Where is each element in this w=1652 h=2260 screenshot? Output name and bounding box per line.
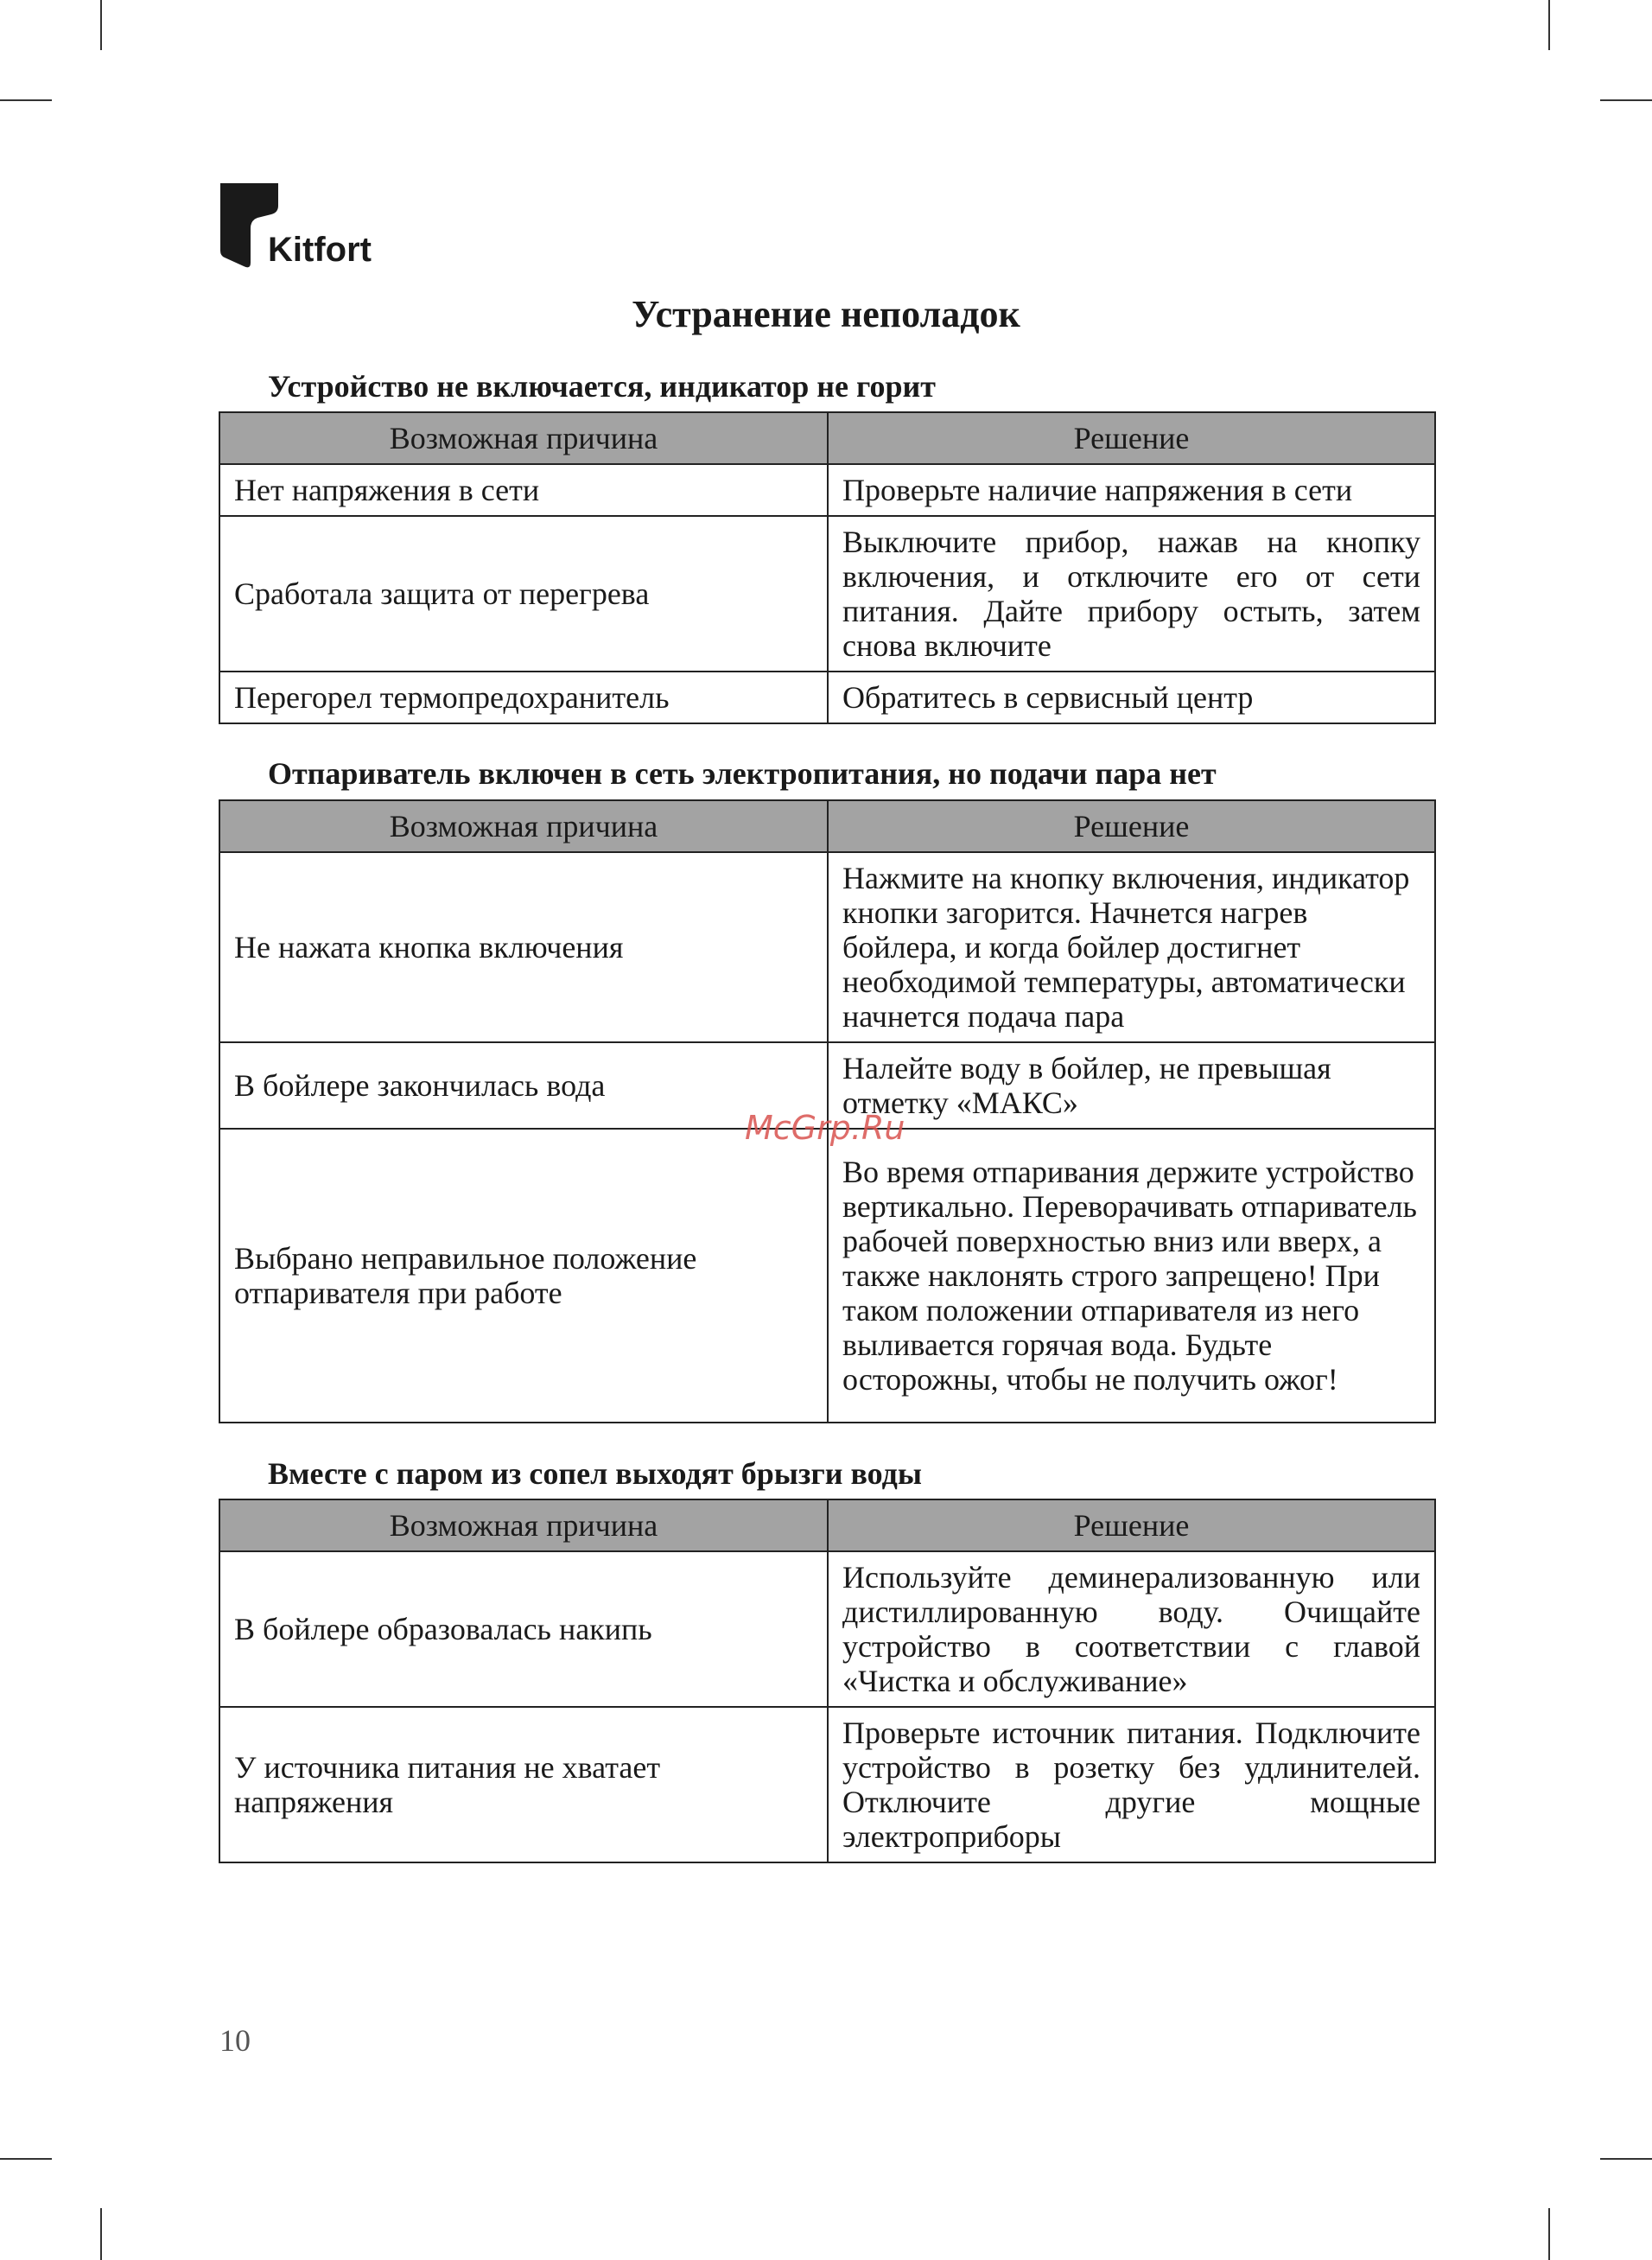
solution-cell: Во время отпаривания держите устройство вертикально. Переворачивать отпариватель рабочей поверхностью вниз или вверх, а также наклонять строго запрещено! При таком положении отпаривателя из него выливается горячая вода. Будьте осторожны, чтобы не получить ожог! (828, 1129, 1435, 1423)
column-header-cause: Возможная причина (219, 412, 828, 464)
section-heading: Вместе с паром из сопел выходят брызги воды (268, 1456, 922, 1491)
table-row (219, 1551, 1435, 1707)
crop-mark (0, 2158, 52, 2160)
watermark: McGrp.Ru (745, 1109, 905, 1147)
page-title: Устранение неполадок (632, 293, 1020, 335)
column-header-solution: Решение (828, 412, 1435, 464)
crop-mark (1548, 2208, 1550, 2260)
crop-mark (1548, 0, 1550, 50)
cause-cell: В бойлере образовалась накипь (219, 1551, 828, 1707)
column-header-solution: Решение (828, 800, 1435, 852)
cause-cell: Нет напряжения в сети (219, 464, 828, 516)
table-row (219, 464, 1435, 516)
crop-mark (100, 2208, 102, 2260)
column-header-cause: Возможная причина (219, 1499, 828, 1551)
cause-cell: У источника питания не хватает напряжения (219, 1707, 828, 1862)
cause-cell: Не нажата кнопка включения (219, 852, 828, 1042)
solution-cell: Налейте воду в бойлер, не превышая отметку «МАКС» (828, 1042, 1435, 1129)
table-row (219, 852, 1435, 1042)
crop-mark (1600, 99, 1652, 101)
column-header-cause: Возможная причина (219, 800, 828, 852)
cause-cell: В бойлере закончилась вода (219, 1042, 828, 1129)
section-heading: Устройство не включается, индикатор не горит (268, 369, 936, 404)
troubleshooting-table (219, 1499, 1436, 1863)
table-header-row (219, 412, 1435, 464)
table-row (219, 1707, 1435, 1862)
section-heading: Отпариватель включен в сеть электропитания, но подачи пара нет (268, 756, 1217, 791)
solution-cell: Нажмите на кнопку включения, индикатор кнопки загорится. Начнется нагрев бойлера, и когда бойлер достигнет необходимой температуры, автоматически начнется подача пара (828, 852, 1435, 1042)
troubleshooting-table (219, 411, 1436, 724)
brand-name: Kitfort (268, 231, 372, 269)
crop-mark (0, 99, 52, 101)
solution-cell: Проверьте источник питания. Подключите устройство в розетку без удлинителей. Отключите другие мощные электроприборы (828, 1707, 1435, 1862)
table-row (219, 672, 1435, 723)
cause-cell: Сработала защита от перегрева (219, 516, 828, 672)
solution-cell: Выключите прибор, нажав на кнопку включения, и отключите его от сети питания. Дайте прибору остыть, затем снова включите (828, 516, 1435, 672)
table-row (219, 1129, 1435, 1423)
table-header-row (219, 1499, 1435, 1551)
brand-logo (218, 183, 391, 270)
cause-cell: Перегорел термопредохранитель (219, 672, 828, 723)
cause-cell: Выбрано неправильное положение отпаривателя при работе (219, 1129, 828, 1423)
table-row (219, 516, 1435, 672)
solution-cell: Обратитесь в сервисный центр (828, 672, 1435, 723)
page-number: 10 (219, 2023, 251, 2058)
solution-cell: Проверьте наличие напряжения в сети (828, 464, 1435, 516)
column-header-solution: Решение (828, 1499, 1435, 1551)
crop-mark (100, 0, 102, 50)
solution-cell: Используйте деминерализованную или дистиллированную воду. Очищайте устройство в соответствии с главой «Чистка и обслуживание» (828, 1551, 1435, 1707)
table-header-row (219, 800, 1435, 852)
crop-mark (1600, 2158, 1652, 2160)
